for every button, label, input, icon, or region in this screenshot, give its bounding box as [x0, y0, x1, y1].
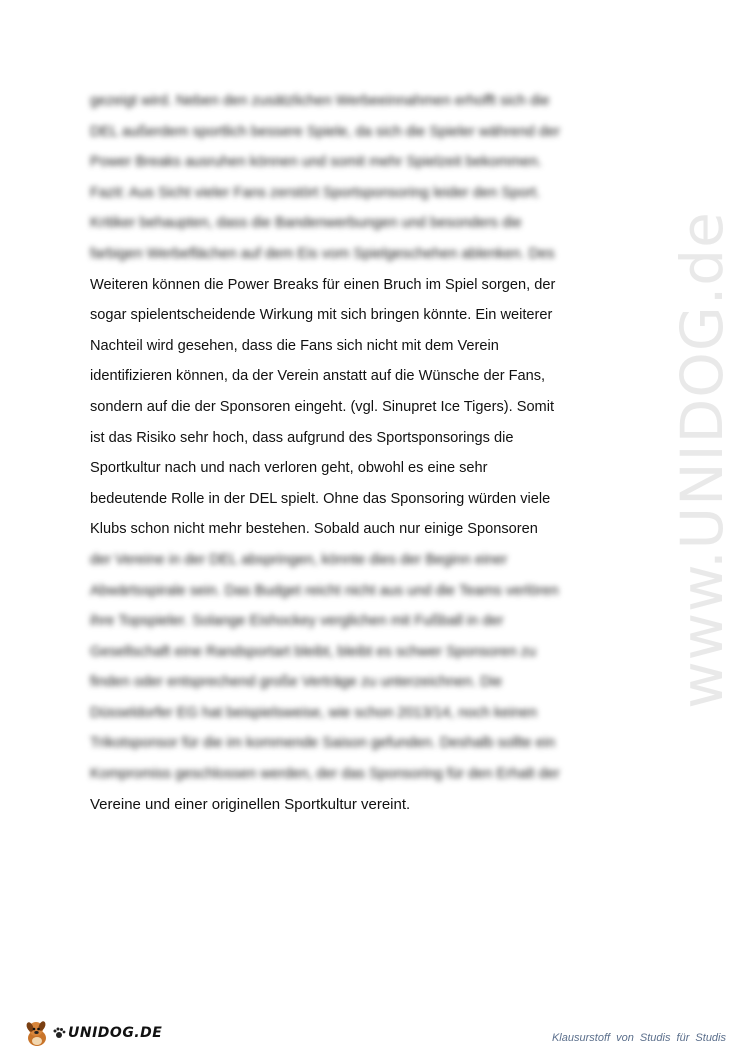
- text-line: bedeutende Rolle in der DEL spielt. Ohne das Sponsoring würden viele: [90, 490, 551, 507]
- text-line: Vereine und einer originellen Sportkultur vereint.: [90, 795, 411, 813]
- text-line-blurred: finden oder entsprechend große Verträge zu unterzeichnen. Die: [90, 674, 503, 691]
- brand-name: UNIDOG.DE: [68, 1025, 163, 1041]
- dog-mascot-icon: [22, 1018, 52, 1048]
- footer-tagline: Klausurstoff von Studis für Studis: [551, 1032, 726, 1044]
- text-line-blurred: Fazit: Aus Sicht vieler Fans zerstört Sportsponsoring leider den Sport.: [90, 184, 541, 201]
- text-line-blurred: Power Breaks ausruhen können und somit mehr Spielzeit bekommen.: [90, 154, 542, 171]
- text-line-blurred: farbigen Werbeflächen auf dem Eis vom Spielgeschehen ablenken. Des: [90, 245, 555, 262]
- text-line-blurred: Kompromiss geschlossen werden, der das Sponsoring für den Erhalt der: [90, 766, 560, 783]
- text-line: Weiteren können die Power Breaks für einen Bruch im Spiel sorgen, der: [90, 276, 556, 293]
- text-line-blurred: Gesellschaft eine Randsportart bleibt, bleibt es schwer Sponsoren zu: [90, 643, 537, 660]
- text-line: identifizieren können, da der Verein anstatt auf die Wünsche der Fans,: [90, 368, 546, 385]
- text-line: sondern auf die der Sponsoren eingeht. (vgl. Sinupret Ice Tigers). Somit: [90, 398, 555, 415]
- text-line: Klubs schon nicht mehr bestehen. Sobald auch nur einige Sponsoren: [90, 521, 538, 538]
- text-line: sogar spielentscheidende Wirkung mit sich bringen könnte. Ein weiterer: [90, 307, 553, 324]
- text-line: Sportkultur nach und nach verloren geht, obwohl es eine sehr: [90, 460, 488, 477]
- text-line-blurred: ihre Topspieler. Solange Eishockey verglichen mit Fußball in der: [90, 613, 504, 630]
- text-line: ist das Risiko sehr hoch, dass aufgrund des Sportsponsorings die: [90, 429, 514, 446]
- text-line-blurred: Trikotsponsor für die im kommende Saison gefunden. Deshalb sollte ein: [90, 735, 556, 752]
- text-line: Nachteil wird gesehen, dass die Fans sich nicht mit dem Verein: [90, 337, 499, 354]
- text-line-blurred: Kritiker behaupten, dass die Bandenwerbungen und besonders die: [90, 215, 522, 232]
- text-line-blurred: Abwärtsspirale sein. Das Budget reicht nicht aus und die Teams verlören: [90, 582, 559, 599]
- text-line-blurred: Düsseldorfer EG hat beispielsweise, wie schon 2013/14, noch keinen: [90, 704, 537, 721]
- document-body: [90, 86, 660, 820]
- paw-icon: [52, 1026, 66, 1040]
- unidog-logo[interactable]: [22, 1018, 162, 1048]
- text-line-blurred: DEL außerdem sportlich bessere Spiele, da sich die Spieler während der: [90, 123, 560, 140]
- text-line-blurred: der Vereine in der DEL abspringen, könnte dies der Beginn einer: [90, 551, 508, 568]
- text-line-blurred: gezeigt wird. Neben den zusätzlichen Werbeeinnahmen erhofft sich die: [90, 93, 550, 109]
- watermark-text: www.UNIDOG.de: [668, 211, 736, 709]
